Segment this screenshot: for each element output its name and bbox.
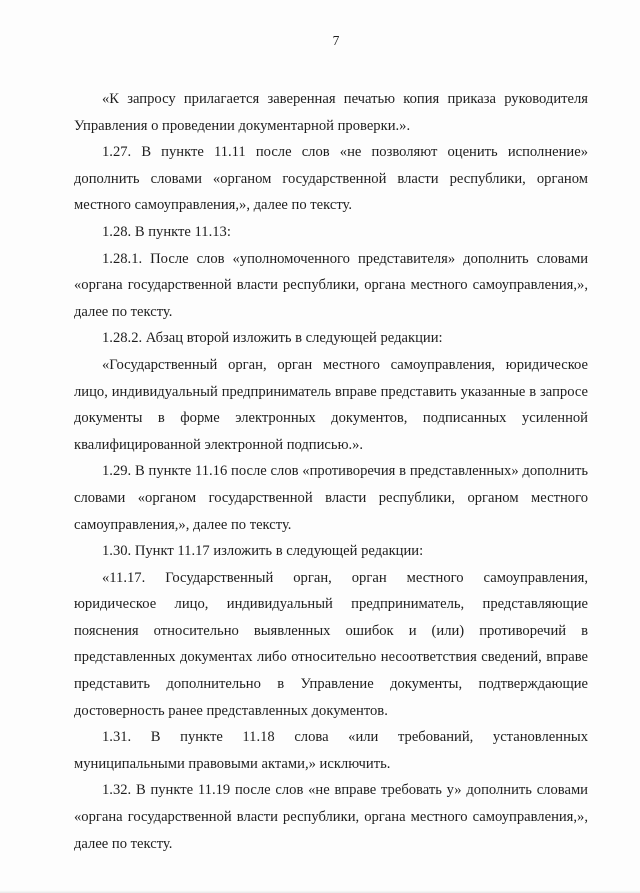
paragraph-1-27: 1.27. В пункте 11.11 после слов «не позволяют оценить исполнение» дополнить словами «органом государственной власти республики, органом местного самоуправления,», далее по тексту. — [74, 144, 588, 214]
paragraph-1-28: 1.28. В пункте 11.13: — [102, 223, 231, 240]
paragraph-quote-11-17: «11.17. Государственный орган, орган местного самоуправления, юридическое лицо, индивидуальный предприниматель, представляющие пояснения относительно выявленных ошибок и (или) противоречий в представленных документах либо относительно несоответствия сведений, вправе представить дополнительно в Управление документы, подтверждающие достоверность ранее представленных документов. — [74, 569, 588, 719]
document-body — [74, 86, 588, 857]
paragraph-1-31: 1.31. В пункте 11.18 слова «или требований, установленных муниципальными правовыми актами,» исключить. — [74, 729, 588, 772]
paragraph-1-30: 1.30. Пункт 11.17 изложить в следующей редакции: — [102, 543, 424, 560]
paragraph-1-28-1: 1.28.1. После слов «уполномоченного представителя» дополнить словами «органа государственной власти республики, органа местного самоуправления,», далее по тексту. — [74, 250, 588, 320]
paragraph-1-28-2: 1.28.2. Абзац второй изложить в следующей редакции: — [102, 330, 443, 347]
paragraph-1-32: 1.32. В пункте 11.19 после слов «не вправе требовать у» дополнить словами «органа государственной власти республики, органа местного самоуправления,», далее по тексту. — [74, 782, 588, 852]
page-number: 7 — [332, 33, 340, 48]
paragraph-quote-electronic-docs: «Государственный орган, орган местного самоуправления, юридическое лицо, индивидуальный предприниматель вправе представить указанные в запросе документы в форме электронных документов, подписанных усиленной квалифицированной электронной подписью.». — [74, 356, 588, 453]
paragraph-quote-attachment: «К запросу прилагается заверенная печатью копия приказа руководителя Управления о проведении документарной проверки.». — [74, 91, 588, 134]
paragraph-1-29: 1.29. В пункте 11.16 после слов «противоречия в представленных» дополнить словами «органом государственной власти республики, органом местного самоуправления,», далее по тексту. — [74, 463, 588, 533]
